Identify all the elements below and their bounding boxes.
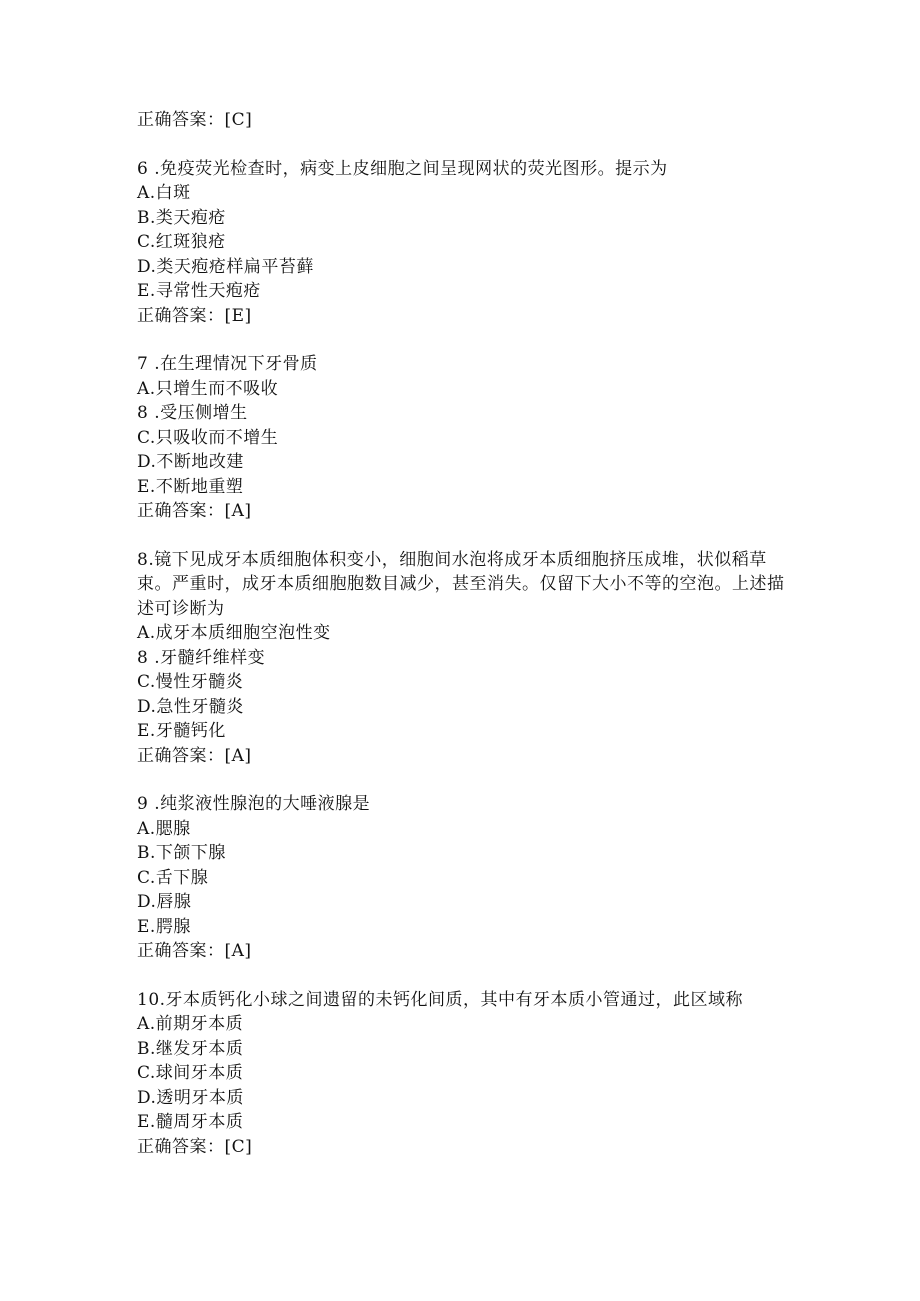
- question-stem: 9 .纯浆液性腺泡的大唾液腺是: [137, 794, 371, 814]
- question-6: [137, 157, 797, 329]
- question-stem: 10.牙本质钙化小球之间遗留的未钙化间质，其中有牙本质小管通过，此区域称: [137, 989, 744, 1010]
- question-stem: 6 .免疫荧光检查时，病变上皮细胞之间呈现网状的荧光图形。提示为: [137, 158, 668, 179]
- option-a: A.白斑: [137, 183, 191, 203]
- question-stem: 8.镜下见成牙本质细胞体积变小，细胞间水泡将成牙本质细胞挤压成堆，状似稻草束。严重时，成牙本质细胞胞数目减少，甚至消失。仅留下大小不等的空泡。上述描述可诊断为: [137, 549, 785, 619]
- option-a: A.成牙本质细胞空泡性变: [137, 623, 331, 643]
- answer-line: 正确答案：[C]: [137, 110, 253, 130]
- answer-line: 正确答案：[A]: [137, 745, 252, 766]
- option-a: A.只增生而不吸收: [137, 378, 279, 399]
- option-c: C.红斑狼疮: [137, 232, 226, 252]
- answer-line: 正确答案：[E]: [137, 305, 252, 326]
- question-8: [137, 548, 797, 769]
- option-b: B.下颌下腺: [137, 843, 226, 863]
- option-c: C.球间牙本质: [137, 1063, 244, 1083]
- option-a: A.前期牙本质: [137, 1014, 244, 1034]
- option-d: D.类天疱疮样扁平苔藓: [137, 256, 314, 277]
- option-e: E.牙髓钙化: [137, 721, 226, 741]
- option-a: A.腮腺: [137, 818, 191, 839]
- answer-line: 正确答案：[A]: [137, 941, 252, 961]
- option-b: 8 .受压侧增生: [137, 403, 248, 423]
- option-b: 8 .牙髓纤维样变: [137, 647, 266, 668]
- option-d: D.急性牙髓炎: [137, 696, 244, 717]
- option-b: B.继发牙本质: [137, 1038, 244, 1059]
- option-e: E.寻常性天疱疮: [137, 281, 261, 301]
- option-e: E.髓周牙本质: [137, 1112, 244, 1132]
- question-9: [137, 792, 797, 964]
- option-e: E.腭腺: [137, 916, 191, 937]
- question-7: [137, 352, 797, 524]
- document-page: [137, 108, 797, 1159]
- option-e: E.不断地重塑: [137, 476, 244, 497]
- answer-line: 正确答案：[C]: [137, 1136, 253, 1157]
- question-10: [137, 988, 797, 1160]
- question-stem: 7 .在生理情况下牙骨质: [137, 354, 318, 374]
- option-d: D.唇腺: [137, 892, 192, 912]
- option-d: D.透明牙本质: [137, 1087, 244, 1108]
- answer-line: 正确答案：[A]: [137, 501, 252, 521]
- option-d: D.不断地改建: [137, 452, 244, 472]
- option-b: B.类天疱疮: [137, 207, 226, 228]
- option-c: C.只吸收而不增生: [137, 427, 279, 448]
- option-c: C.慢性牙髓炎: [137, 672, 244, 692]
- option-c: C.舌下腺: [137, 867, 209, 888]
